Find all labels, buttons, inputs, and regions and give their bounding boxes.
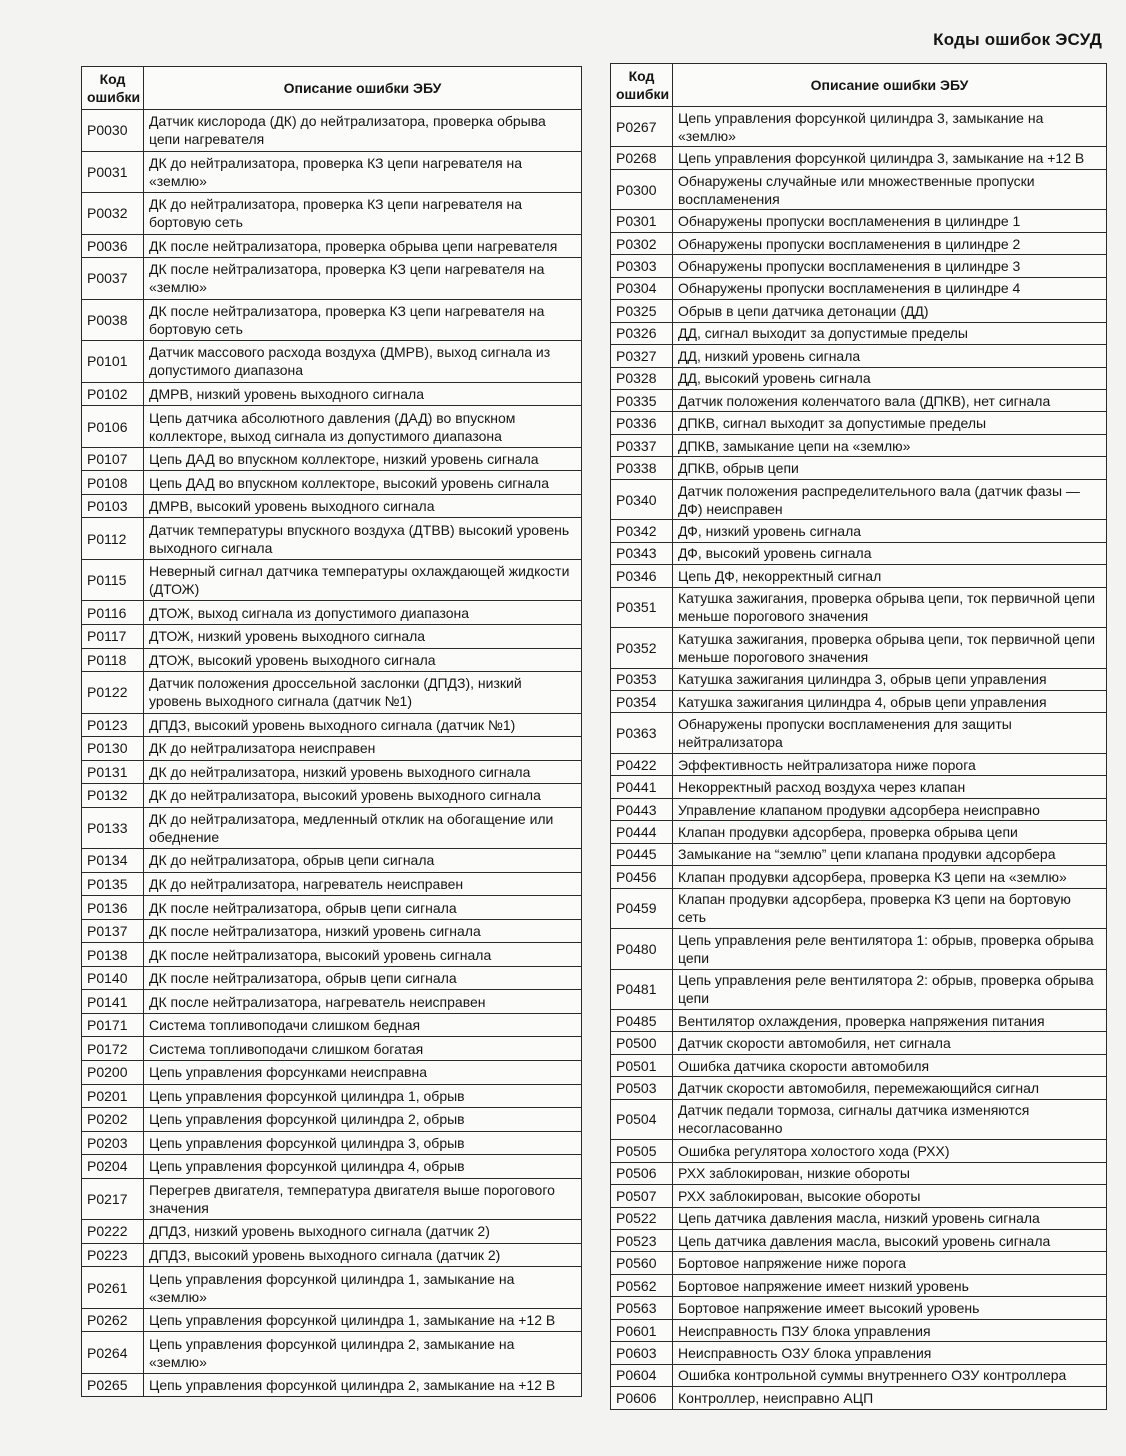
table-row	[82, 849, 582, 873]
error-description-cell: Система топливоподачи слишком бедная	[144, 1013, 582, 1037]
error-code-cell: P0038	[82, 299, 144, 341]
error-code-cell: P0107	[82, 447, 144, 471]
error-code-cell: P0422	[611, 753, 673, 775]
error-description-cell: Эффективность нейтрализатора ниже порога	[673, 753, 1107, 775]
error-code-cell: P0303	[611, 255, 673, 277]
error-code-cell: P0443	[611, 798, 673, 820]
table-row	[82, 1061, 582, 1085]
error-code-cell: P0117	[82, 624, 144, 648]
table-row	[82, 760, 582, 784]
error-code-cell: P0459	[611, 888, 673, 928]
table-row	[611, 843, 1107, 865]
error-description-cell: Обнаружены пропуски воспламенения в цилиндре 4	[673, 277, 1107, 299]
error-description-cell: Цепь датчика давления масла, низкий уровень сигнала	[673, 1207, 1107, 1229]
error-code-cell: P0337	[611, 434, 673, 456]
error-code-cell: P0122	[82, 672, 144, 714]
table-row	[82, 1178, 582, 1220]
error-code-cell: P0304	[611, 277, 673, 299]
table-row	[611, 457, 1107, 479]
error-code-cell: P0325	[611, 300, 673, 322]
table-row	[82, 648, 582, 672]
error-code-cell: P0108	[82, 471, 144, 495]
table-row	[82, 1155, 582, 1179]
table-row	[611, 888, 1107, 928]
error-code-cell: P0115	[82, 559, 144, 601]
error-description-cell: Обнаружены случайные или множественные пропуски воспламенения	[673, 169, 1107, 209]
table-row	[611, 232, 1107, 254]
error-code-cell: P0123	[82, 713, 144, 737]
error-code-cell: P0138	[82, 943, 144, 967]
table-row	[82, 382, 582, 406]
error-description-cell: ДК до нейтрализатора, низкий уровень выходного сигнала	[144, 760, 582, 784]
error-code-cell: P0523	[611, 1230, 673, 1252]
error-description-cell: Датчик положения распределительного вала (датчик фазы — ДФ) неисправен	[673, 479, 1107, 519]
error-code-cell: P0301	[611, 210, 673, 232]
error-code-cell: P0603	[611, 1342, 673, 1364]
error-code-cell: P0351	[611, 587, 673, 627]
table-row	[82, 258, 582, 300]
table-row	[611, 542, 1107, 564]
error-code-cell: P0456	[611, 866, 673, 888]
table-row	[82, 1131, 582, 1155]
table-row	[611, 1032, 1107, 1054]
error-description-cell: Цепь управления форсункой цилиндра 2, обрыв	[144, 1108, 582, 1132]
table-row	[82, 919, 582, 943]
error-code-cell: P0268	[611, 147, 673, 169]
column-header-code: Код ошибки	[611, 64, 673, 107]
error-description-cell: ДК до нейтрализатора, медленный отклик на обогащение или обеднение	[144, 807, 582, 849]
error-code-cell: P0222	[82, 1220, 144, 1244]
error-description-cell: Датчик скорости автомобиля, перемежающийся сигнал	[673, 1077, 1107, 1099]
table-row	[611, 345, 1107, 367]
error-code-cell: P0300	[611, 169, 673, 209]
error-description-cell: ДК до нейтрализатора, обрыв цепи сигнала	[144, 849, 582, 873]
error-description-cell: ДК до нейтрализатора неисправен	[144, 737, 582, 761]
error-code-cell: P0363	[611, 713, 673, 753]
table-row	[82, 1243, 582, 1267]
error-description-cell: Катушка зажигания, проверка обрыва цепи, ток первичной цепи меньше порогового значения	[673, 628, 1107, 668]
table-row	[611, 1009, 1107, 1031]
error-description-cell: Цепь управления форсункой цилиндра 3, замыкание на «землю»	[673, 107, 1107, 147]
error-description-cell: ДД, высокий уровень сигнала	[673, 367, 1107, 389]
error-description-cell: ДК после нейтрализатора, нагреватель неисправен	[144, 990, 582, 1014]
table-row	[611, 1274, 1107, 1296]
table-row	[611, 753, 1107, 775]
error-code-cell: P0500	[611, 1032, 673, 1054]
error-code-cell: P0265	[82, 1373, 144, 1397]
error-description-cell: Ошибка контрольной суммы внутреннего ОЗУ контроллера	[673, 1364, 1107, 1386]
error-code-cell: P0563	[611, 1297, 673, 1319]
error-code-cell: P0134	[82, 849, 144, 873]
error-description-cell: Система топливоподачи слишком богатая	[144, 1037, 582, 1061]
error-description-cell: Датчик температуры впускного воздуха (ДТВВ) высокий уровень выходного сигнала	[144, 518, 582, 560]
table-body	[611, 107, 1107, 1410]
error-code-cell: P0137	[82, 919, 144, 943]
error-description-cell: Замыкание на “землю” цепи клапана продувки адсорбера	[673, 843, 1107, 865]
error-description-cell: Клапан продувки адсорбера, проверка обрыва цепи	[673, 821, 1107, 843]
error-description-cell: Цепь управления форсункой цилиндра 4, обрыв	[144, 1155, 582, 1179]
error-description-cell: ДК после нейтрализатора, обрыв цепи сигнала	[144, 896, 582, 920]
column-header-code: Код ошибки	[82, 67, 144, 110]
table-row	[82, 341, 582, 383]
table-row	[611, 1207, 1107, 1229]
error-code-cell: P0354	[611, 690, 673, 712]
error-description-cell: Клапан продувки адсорбера, проверка КЗ цепи на бортовую сеть	[673, 888, 1107, 928]
error-code-cell: P0204	[82, 1155, 144, 1179]
error-description-cell: ДК после нейтрализатора, низкий уровень сигнала	[144, 919, 582, 943]
table-row	[611, 412, 1107, 434]
table-row	[82, 1013, 582, 1037]
error-description-cell: Обнаружены пропуски воспламенения в цилиндре 1	[673, 210, 1107, 232]
error-description-cell: ДК после нейтрализатора, проверка КЗ цепи нагревателя на «землю»	[144, 258, 582, 300]
table-header-row	[82, 67, 582, 110]
error-description-cell: ДФ, низкий уровень сигнала	[673, 520, 1107, 542]
table-row	[82, 872, 582, 896]
table-row	[611, 300, 1107, 322]
table-row	[611, 776, 1107, 798]
error-description-cell: Неисправность ОЗУ блока управления	[673, 1342, 1107, 1364]
table-row	[82, 1267, 582, 1309]
error-description-cell: ДК до нейтрализатора, проверка КЗ цепи нагревателя на бортовую сеть	[144, 193, 582, 235]
error-description-cell: ДК после нейтрализатора, обрыв цепи сигнала	[144, 966, 582, 990]
table-row	[82, 1084, 582, 1108]
table-row	[611, 520, 1107, 542]
table-row	[611, 798, 1107, 820]
error-description-cell: Ошибка регулятора холостого хода (РХХ)	[673, 1140, 1107, 1162]
error-code-cell: P0302	[611, 232, 673, 254]
error-code-cell: P0501	[611, 1054, 673, 1076]
table-row	[82, 559, 582, 601]
table-row	[82, 447, 582, 471]
table-row	[611, 1252, 1107, 1274]
table-row	[82, 1220, 582, 1244]
table-row	[82, 193, 582, 235]
error-description-cell: Цепь управления форсункой цилиндра 1, обрыв	[144, 1084, 582, 1108]
error-code-cell: P0441	[611, 776, 673, 798]
error-code-cell: P0101	[82, 341, 144, 383]
table-row	[82, 406, 582, 448]
table-row	[611, 1364, 1107, 1386]
table-row	[82, 807, 582, 849]
error-description-cell: Цепь датчика давления масла, высокий уровень сигнала	[673, 1230, 1107, 1252]
error-description-cell: ДД, низкий уровень сигнала	[673, 345, 1107, 367]
error-code-cell: P0140	[82, 966, 144, 990]
error-code-cell: P0103	[82, 494, 144, 518]
error-description-cell: РХХ заблокирован, высокие обороты	[673, 1185, 1107, 1207]
error-code-cell: P0338	[611, 457, 673, 479]
error-code-cell: P0505	[611, 1140, 673, 1162]
error-description-cell: Бортовое напряжение ниже порога	[673, 1252, 1107, 1274]
table-row	[611, 1185, 1107, 1207]
error-code-cell: P0118	[82, 648, 144, 672]
column-header-description: Описание ошибки ЭБУ	[144, 67, 582, 110]
error-code-cell: P0481	[611, 969, 673, 1009]
table-row	[611, 1140, 1107, 1162]
error-description-cell: ДМРВ, низкий уровень выходного сигнала	[144, 382, 582, 406]
error-description-cell: Бортовое напряжение имеет низкий уровень	[673, 1274, 1107, 1296]
error-description-cell: Обрыв в цепи датчика детонации (ДД)	[673, 300, 1107, 322]
error-code-cell: P0562	[611, 1274, 673, 1296]
table-row	[82, 110, 582, 152]
error-code-cell: P0217	[82, 1178, 144, 1220]
error-code-cell: P0522	[611, 1207, 673, 1229]
error-description-cell: ДПДЗ, низкий уровень выходного сигнала (датчик 2)	[144, 1220, 582, 1244]
error-description-cell: ДМРВ, высокий уровень выходного сигнала	[144, 494, 582, 518]
error-description-cell: Некорректный расход воздуха через клапан	[673, 776, 1107, 798]
error-code-cell: P0171	[82, 1013, 144, 1037]
table-row	[611, 367, 1107, 389]
error-description-cell: Цепь датчика абсолютного давления (ДАД) во впускном коллекторе, выход сигнала из допустимого диапазона	[144, 406, 582, 448]
table-row	[611, 389, 1107, 411]
table-row	[611, 587, 1107, 627]
error-description-cell: Неисправность ПЗУ блока управления	[673, 1319, 1107, 1341]
table-row	[611, 668, 1107, 690]
page-title: Коды ошибок ЭСУД	[933, 30, 1102, 49]
error-description-cell: ДПКВ, обрыв цепи	[673, 457, 1107, 479]
table-row	[82, 1308, 582, 1332]
error-description-cell: Датчик скорости автомобиля, нет сигнала	[673, 1032, 1107, 1054]
table-row	[611, 1230, 1107, 1252]
table-row	[611, 866, 1107, 888]
table-row	[82, 1037, 582, 1061]
table-row	[82, 896, 582, 920]
table-row	[611, 1319, 1107, 1341]
table-row	[611, 929, 1107, 969]
error-description-cell: РХХ заблокирован, низкие обороты	[673, 1162, 1107, 1184]
table-row	[82, 966, 582, 990]
error-code-cell: P0203	[82, 1131, 144, 1155]
table-row	[82, 672, 582, 714]
table-row	[611, 1387, 1107, 1409]
error-description-cell: Цепь управления форсунками неисправна	[144, 1061, 582, 1085]
error-codes-table-left	[81, 66, 582, 1397]
error-description-cell: ДПКВ, сигнал выходит за допустимые пределы	[673, 412, 1107, 434]
error-code-cell: P0132	[82, 784, 144, 808]
error-description-cell: ДПДЗ, высокий уровень выходного сигнала (датчик 2)	[144, 1243, 582, 1267]
error-description-cell: Управление клапаном продувки адсорбера неисправно	[673, 798, 1107, 820]
error-description-cell: Катушка зажигания цилиндра 4, обрыв цепи управления	[673, 690, 1107, 712]
error-code-cell: P0343	[611, 542, 673, 564]
table-row	[611, 1297, 1107, 1319]
error-code-cell: P0136	[82, 896, 144, 920]
table-row	[82, 990, 582, 1014]
error-description-cell: Цепь управления реле вентилятора 1: обрыв, проверка обрыва цепи	[673, 929, 1107, 969]
error-code-cell: P0200	[82, 1061, 144, 1085]
error-description-cell: Цепь управления реле вентилятора 2: обрыв, проверка обрыва цепи	[673, 969, 1107, 1009]
error-code-cell: P0202	[82, 1108, 144, 1132]
table-row	[82, 784, 582, 808]
error-code-cell: P0445	[611, 843, 673, 865]
table-body	[82, 110, 582, 1397]
table-row	[82, 471, 582, 495]
error-description-cell: Датчик положения дроссельной заслонки (ДПДЗ), низкий уровень выходного сигнала (датчик №1)	[144, 672, 582, 714]
error-description-cell: Цепь управления форсункой цилиндра 2, замыкание на +12 В	[144, 1373, 582, 1397]
table-row	[611, 277, 1107, 299]
error-description-cell: Бортовое напряжение имеет высокий уровень	[673, 1297, 1107, 1319]
error-code-cell: P0032	[82, 193, 144, 235]
error-code-cell: P0116	[82, 601, 144, 625]
table-row	[611, 1054, 1107, 1076]
error-description-cell: Датчик педали тормоза, сигналы датчика изменяются несогласованно	[673, 1099, 1107, 1139]
error-description-cell: Обнаружены пропуски воспламенения в цилиндре 2	[673, 232, 1107, 254]
error-code-cell: P0353	[611, 668, 673, 690]
error-code-cell: P0342	[611, 520, 673, 542]
table-row	[611, 565, 1107, 587]
error-description-cell: ДТОЖ, высокий уровень выходного сигнала	[144, 648, 582, 672]
table-row	[611, 169, 1107, 209]
table-row	[82, 713, 582, 737]
error-code-cell: P0133	[82, 807, 144, 849]
error-code-cell: P0172	[82, 1037, 144, 1061]
table-row	[611, 713, 1107, 753]
table-row	[82, 494, 582, 518]
table-row	[82, 624, 582, 648]
error-description-cell: Неверный сигнал датчика температуры охлаждающей жидкости (ДТОЖ)	[144, 559, 582, 601]
error-description-cell: ДТОЖ, выход сигнала из допустимого диапазона	[144, 601, 582, 625]
error-description-cell: Контроллер, неисправно АЦП	[673, 1387, 1107, 1409]
error-code-cell: P0336	[611, 412, 673, 434]
error-description-cell: Катушка зажигания, проверка обрыва цепи, ток первичной цепи меньше порогового значения	[673, 587, 1107, 627]
error-description-cell: Цепь управления форсункой цилиндра 1, замыкание на «землю»	[144, 1267, 582, 1309]
table-row	[82, 1108, 582, 1132]
table-row	[82, 299, 582, 341]
error-description-cell: Датчик положения коленчатого вала (ДПКВ), нет сигнала	[673, 389, 1107, 411]
table-row	[82, 601, 582, 625]
error-code-cell: P0036	[82, 234, 144, 258]
error-codes-table-right	[610, 63, 1107, 1410]
error-description-cell: ДК после нейтрализатора, проверка КЗ цепи нагревателя на бортовую сеть	[144, 299, 582, 341]
table-row	[611, 628, 1107, 668]
error-code-cell: P0201	[82, 1084, 144, 1108]
error-code-cell: P0506	[611, 1162, 673, 1184]
error-description-cell: ДК до нейтрализатора, высокий уровень выходного сигнала	[144, 784, 582, 808]
error-description-cell: ДТОЖ, низкий уровень выходного сигнала	[144, 624, 582, 648]
error-code-cell: P0262	[82, 1308, 144, 1332]
error-code-cell: P0503	[611, 1077, 673, 1099]
error-description-cell: ДД, сигнал выходит за допустимые пределы	[673, 322, 1107, 344]
table-row	[82, 737, 582, 761]
column-header-description: Описание ошибки ЭБУ	[673, 64, 1107, 107]
error-description-cell: Клапан продувки адсорбера, проверка КЗ цепи на «землю»	[673, 866, 1107, 888]
error-description-cell: Цепь управления форсункой цилиндра 1, замыкание на +12 В	[144, 1308, 582, 1332]
table-row	[82, 1332, 582, 1374]
table-row	[611, 1342, 1107, 1364]
table-row	[82, 234, 582, 258]
error-description-cell: ДК после нейтрализатора, проверка обрыва цепи нагревателя	[144, 234, 582, 258]
error-code-cell: P0106	[82, 406, 144, 448]
error-description-cell: Ошибка датчика скорости автомобиля	[673, 1054, 1107, 1076]
table-row	[611, 1162, 1107, 1184]
error-code-cell: P0030	[82, 110, 144, 152]
error-code-cell: P0327	[611, 345, 673, 367]
error-code-cell: P0485	[611, 1009, 673, 1031]
error-code-cell: P0135	[82, 872, 144, 896]
table-row	[611, 1099, 1107, 1139]
error-description-cell: ДФ, высокий уровень сигнала	[673, 542, 1107, 564]
table-header-row	[611, 64, 1107, 107]
error-code-cell: P0335	[611, 389, 673, 411]
error-code-cell: P0480	[611, 929, 673, 969]
table-row	[611, 479, 1107, 519]
error-description-cell: Цепь ДФ, некорректный сигнал	[673, 565, 1107, 587]
error-code-cell: P0328	[611, 367, 673, 389]
error-code-cell: P0504	[611, 1099, 673, 1139]
table-row	[611, 107, 1107, 147]
error-code-cell: P0130	[82, 737, 144, 761]
error-code-cell: P0141	[82, 990, 144, 1014]
table-row	[611, 210, 1107, 232]
error-code-cell: P0601	[611, 1319, 673, 1341]
error-code-cell: P0346	[611, 565, 673, 587]
error-code-cell: P0340	[611, 479, 673, 519]
error-description-cell: Цепь управления форсункой цилиндра 3, замыкание на +12 В	[673, 147, 1107, 169]
error-code-cell: P0223	[82, 1243, 144, 1267]
error-code-cell: P0102	[82, 382, 144, 406]
table-row	[82, 1373, 582, 1397]
error-code-cell: P0352	[611, 628, 673, 668]
error-description-cell: Обнаружены пропуски воспламенения для защиты нейтрализатора	[673, 713, 1107, 753]
error-description-cell: Перегрев двигателя, температура двигателя выше порогового значения	[144, 1178, 582, 1220]
error-description-cell: Цепь ДАД во впускном коллекторе, низкий уровень сигнала	[144, 447, 582, 471]
error-description-cell: Обнаружены пропуски воспламенения в цилиндре 3	[673, 255, 1107, 277]
error-code-cell: P0131	[82, 760, 144, 784]
table-row	[611, 1077, 1107, 1099]
table-row	[82, 518, 582, 560]
table-row	[611, 434, 1107, 456]
error-description-cell: Цепь управления форсункой цилиндра 2, замыкание на «землю»	[144, 1332, 582, 1374]
table-row	[611, 322, 1107, 344]
table-row	[82, 151, 582, 193]
error-code-cell: P0326	[611, 322, 673, 344]
error-description-cell: ДК после нейтрализатора, высокий уровень сигнала	[144, 943, 582, 967]
table-row	[82, 943, 582, 967]
error-description-cell: Цепь управления форсункой цилиндра 3, обрыв	[144, 1131, 582, 1155]
error-description-cell: Цепь ДАД во впускном коллекторе, высокий уровень сигнала	[144, 471, 582, 495]
error-description-cell: ДК до нейтрализатора, нагреватель неисправен	[144, 872, 582, 896]
error-description-cell: Вентилятор охлаждения, проверка напряжения питания	[673, 1009, 1107, 1031]
error-code-cell: P0112	[82, 518, 144, 560]
error-code-cell: P0031	[82, 151, 144, 193]
table-row	[611, 969, 1107, 1009]
table-row	[611, 690, 1107, 712]
table-row	[611, 821, 1107, 843]
error-code-cell: P0444	[611, 821, 673, 843]
error-code-cell: P0267	[611, 107, 673, 147]
error-description-cell: ДК до нейтрализатора, проверка КЗ цепи нагревателя на «землю»	[144, 151, 582, 193]
error-description-cell: Датчик массового расхода воздуха (ДМРВ), выход сигнала из допустимого диапазона	[144, 341, 582, 383]
error-code-cell: P0037	[82, 258, 144, 300]
error-code-cell: P0261	[82, 1267, 144, 1309]
error-code-cell: P0560	[611, 1252, 673, 1274]
error-code-cell: P0507	[611, 1185, 673, 1207]
error-code-cell: P0606	[611, 1387, 673, 1409]
error-description-cell: ДПКВ, замыкание цепи на «землю»	[673, 434, 1107, 456]
error-code-cell: P0264	[82, 1332, 144, 1374]
error-description-cell: ДПДЗ, высокий уровень выходного сигнала (датчик №1)	[144, 713, 582, 737]
table-row	[611, 255, 1107, 277]
error-description-cell: Катушка зажигания цилиндра 3, обрыв цепи управления	[673, 668, 1107, 690]
table-row	[611, 147, 1107, 169]
error-description-cell: Датчик кислорода (ДК) до нейтрализатора, проверка обрыва цепи нагревателя	[144, 110, 582, 152]
error-code-cell: P0604	[611, 1364, 673, 1386]
